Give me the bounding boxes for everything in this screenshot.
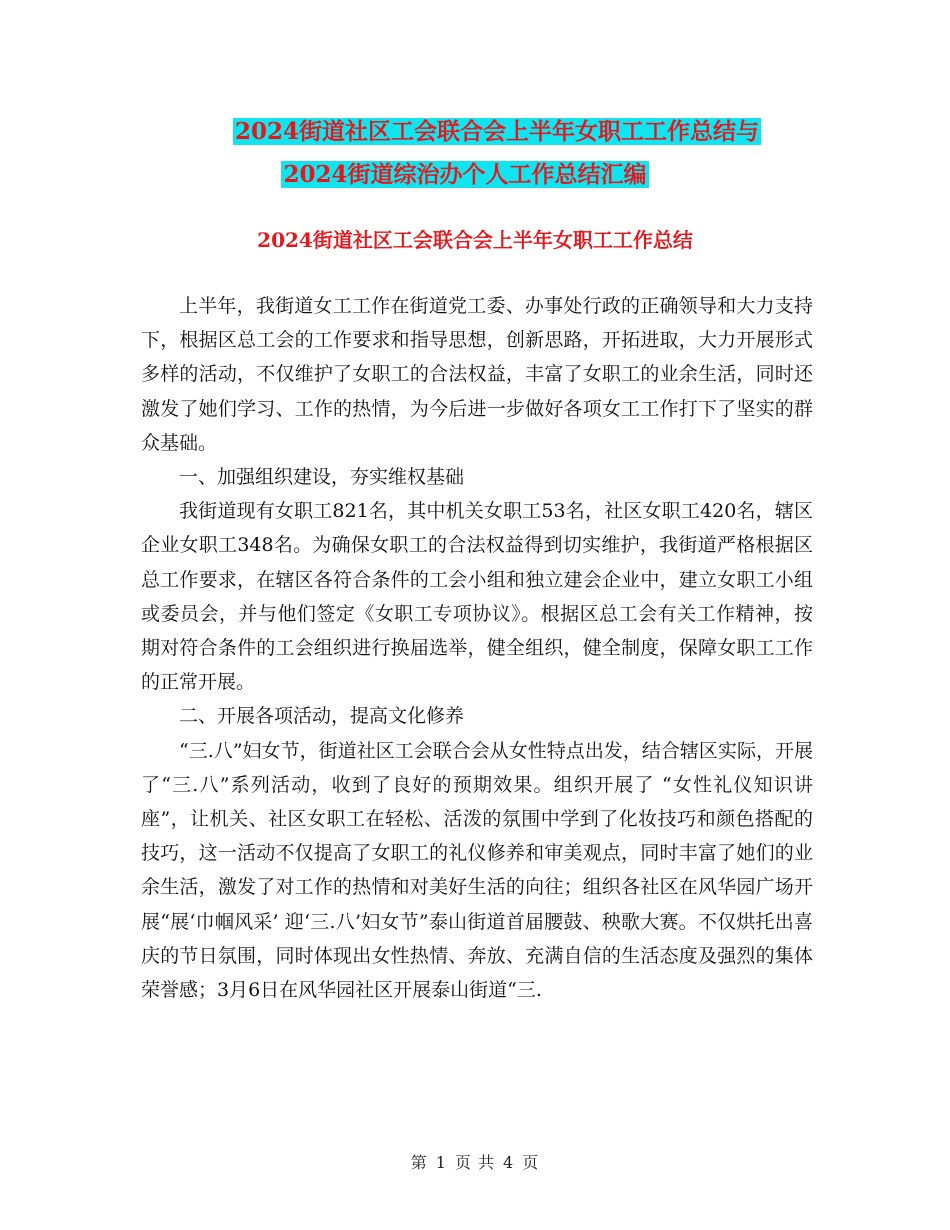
body-text xyxy=(141,289,813,1007)
paragraph-organization: 我街道现有女职工821名，其中机关女职工53名，社区女职工420名，辖区企业女职工348名。为确保女职工的合法权益得到切实维护，我街道严格根据区总工作要求，在辖区各符合条件的工会小组和独立建会企业中，建立女职工小组或委员会，并与他们签定《女职工专项协议》。根据区总工会有关工作精神，按期对符合条件的工会组织进行换届选举，健全组织，健全制度，保障女职工工作的正常开展。 xyxy=(141,500,813,694)
heading-one: 一、加强组织建设，夯实维权基础 xyxy=(179,466,465,489)
paragraph-activities: “三.八”妇女节，街道社区工会联合会从女性特点出发，结合辖区实际，开展了“三.八”系列活动，收到了良好的预期效果。组织开展了 “女性礼仪知识讲座”，让机关、社区女职工在轻松、活泼的氛围中学到了化妆技巧和颜色搭配的技巧，这一活动不仅提高了女职工的礼仪修养和审美观点，同时丰富了她们的业余生活，激发了对工作的热情和对美好生活的向往；组织各社区在风华园广场开展“展‘巾帼风采’ 迎‘三.八’妇女节”泰山街道首届腰鼓、秧歌大赛。不仅烘托出喜庆的节日氛围，同时体现出女性热情、奔放、充满自信的生活态度及强烈的集体荣誉感；3月6日在风华园社区开展泰山街道“三. xyxy=(141,739,813,1002)
footer-prefix: 第 xyxy=(410,1153,428,1172)
title-highlight-2: 2024街道综治办个人工作总结汇编 xyxy=(283,161,647,188)
title-highlight-1: 2024街道社区工会联合会上半年女职工工作总结与 xyxy=(234,118,759,145)
footer-mid: 页 共 xyxy=(454,1153,496,1172)
paragraph-intro: 上半年，我街道女工工作在街道党工委、办事处行政的正确领导和大力支持下，根据区总工会的工作要求和指导思想，创新思路，开拓进取，大力开展形式多样的活动，不仅维护了女职工的合法权益，丰富了女职工的业余生活，同时还激发了她们学习、工作的热情，为今后进一步做好各项女工工作打下了坚实的群众基础。 xyxy=(141,295,813,454)
section-title: 2024街道社区工会联合会上半年女职工工作总结 xyxy=(257,228,693,252)
page-footer xyxy=(0,1150,950,1173)
footer-page-total: 4 xyxy=(503,1153,515,1172)
footer-suffix: 页 xyxy=(522,1153,540,1172)
heading-two: 二、开展各项活动，提高文化修养 xyxy=(179,705,465,728)
document-title-line-1 xyxy=(22,112,950,152)
footer-page-current: 1 xyxy=(435,1153,447,1172)
document-title-line-2 xyxy=(0,155,940,195)
